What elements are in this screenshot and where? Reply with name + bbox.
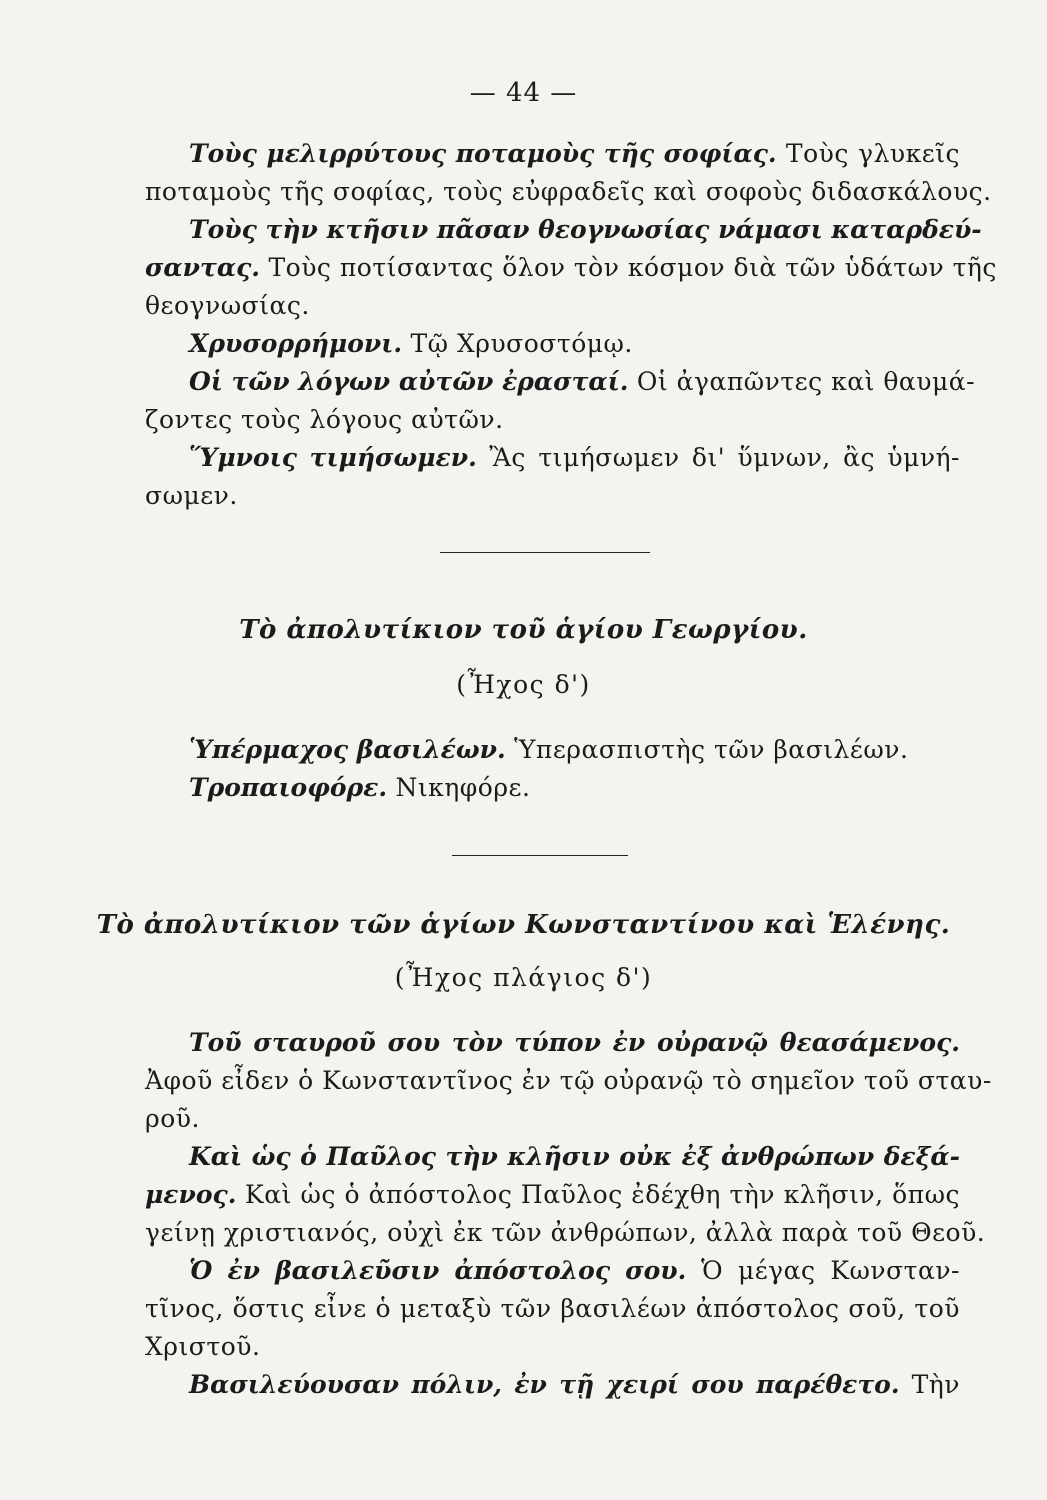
section-divider bbox=[440, 552, 650, 553]
text-line: Καὶ ὡς ὁ Παῦλος τὴν κλῆσιν οὐκ ἐξ ἀνθρώπων δεξά- bbox=[189, 1142, 960, 1171]
text-line: σαντας. Τοὺς ποτίσαντας ὅλον τὸν κόσμον διὰ τῶν ὑδάτων τῆς bbox=[145, 253, 997, 282]
text-line: Οἱ τῶν λόγων αὐτῶν ἐρασταί. Οἱ ἀγαπῶντες καὶ θαυμά- bbox=[189, 367, 976, 396]
text-line: γείνῃ χριστιανός, οὐχὶ ἐκ τῶν ἀνθρώπων, ἀλλὰ παρὰ τοῦ Θεοῦ. bbox=[145, 1218, 986, 1247]
text-line: Τοὺς μελιρρύτους ποταμοὺς τῆς σοφίας. Τοὺς γλυκεῖς bbox=[189, 139, 961, 168]
text-line: Ὁ ἐν βασιλεῦσιν ἀπόστολος σου. Ὁ μέγας Κωνσταν- bbox=[189, 1256, 960, 1285]
text-line: σωμεν. bbox=[145, 481, 238, 510]
text-line: θεογνωσίας. bbox=[145, 291, 310, 320]
commentary-section-2 bbox=[145, 731, 960, 807]
text-line: Χρυσορρήμονι. Τῷ Χρυσοστόμῳ. bbox=[189, 329, 633, 358]
text-line: τῖνος, ὅστις εἶνε ὁ μεταξὺ τῶν βασιλέων ἀπόστολος σοῦ, τοῦ bbox=[145, 1294, 960, 1323]
text-line: Ἀφοῦ εἶδεν ὁ Κωνσταντῖνος ἐν τῷ οὐρανῷ τὸ σημεῖον τοῦ σταυ- bbox=[145, 1066, 992, 1095]
text-line: Ὕμνοις τιμήσωμεν. Ἂς τιμήσωμεν δι' ὕμνων, ἂς ὑμνή- bbox=[189, 443, 960, 472]
text-line: Ὑπέρμαχος βασιλέων. Ὑπερασπιστὴς τῶν βασιλέων. bbox=[189, 735, 909, 764]
text-line: Βασιλεύουσαν πόλιν, ἐν τῇ χειρί σου παρέθετο. Τὴν bbox=[189, 1370, 960, 1399]
text-line: ζοντες τοὺς λόγους αὐτῶν. bbox=[145, 405, 504, 434]
commentary-section-3 bbox=[145, 1024, 992, 1404]
text-line: Τοῦ σταυροῦ σου τὸν τύπον ἐν οὐρανῷ θεασάμενος. bbox=[189, 1028, 960, 1057]
section-heading: Τὸ ἀπολυτίκιον τῶν ἁγίων Κωνσταντίνου καὶ Ἑλένης. bbox=[96, 910, 951, 940]
commentary-section-1 bbox=[145, 135, 997, 515]
text-line: Τροπαιοφόρε. Νικηφόρε. bbox=[189, 773, 531, 802]
text-line: μενος. Καὶ ὡς ὁ ἀπόστολος Παῦλος ἐδέχθη τὴν κλῆσιν, ὅπως bbox=[145, 1180, 960, 1209]
section-heading: Τὸ ἀπολυτίκιον τοῦ ἁγίου Γεωργίου. bbox=[239, 615, 808, 645]
tone-label: (Ἦχος πλάγιος δ') bbox=[394, 963, 653, 992]
section-divider bbox=[452, 855, 628, 856]
text-line: ποταμοὺς τῆς σοφίας, τοὺς εὐφραδεῖς καὶ σοφοὺς διδασκάλους. bbox=[145, 177, 992, 206]
page-number: — 44 — bbox=[469, 78, 578, 108]
tone-label: (Ἦχος δ') bbox=[456, 670, 591, 699]
text-line: Χριστοῦ. bbox=[145, 1332, 261, 1361]
text-line: ροῦ. bbox=[145, 1104, 200, 1133]
text-line: Τοὺς τὴν κτῆσιν πᾶσαν θεογνωσίας νάμασι καταρδεύ- bbox=[189, 215, 982, 244]
